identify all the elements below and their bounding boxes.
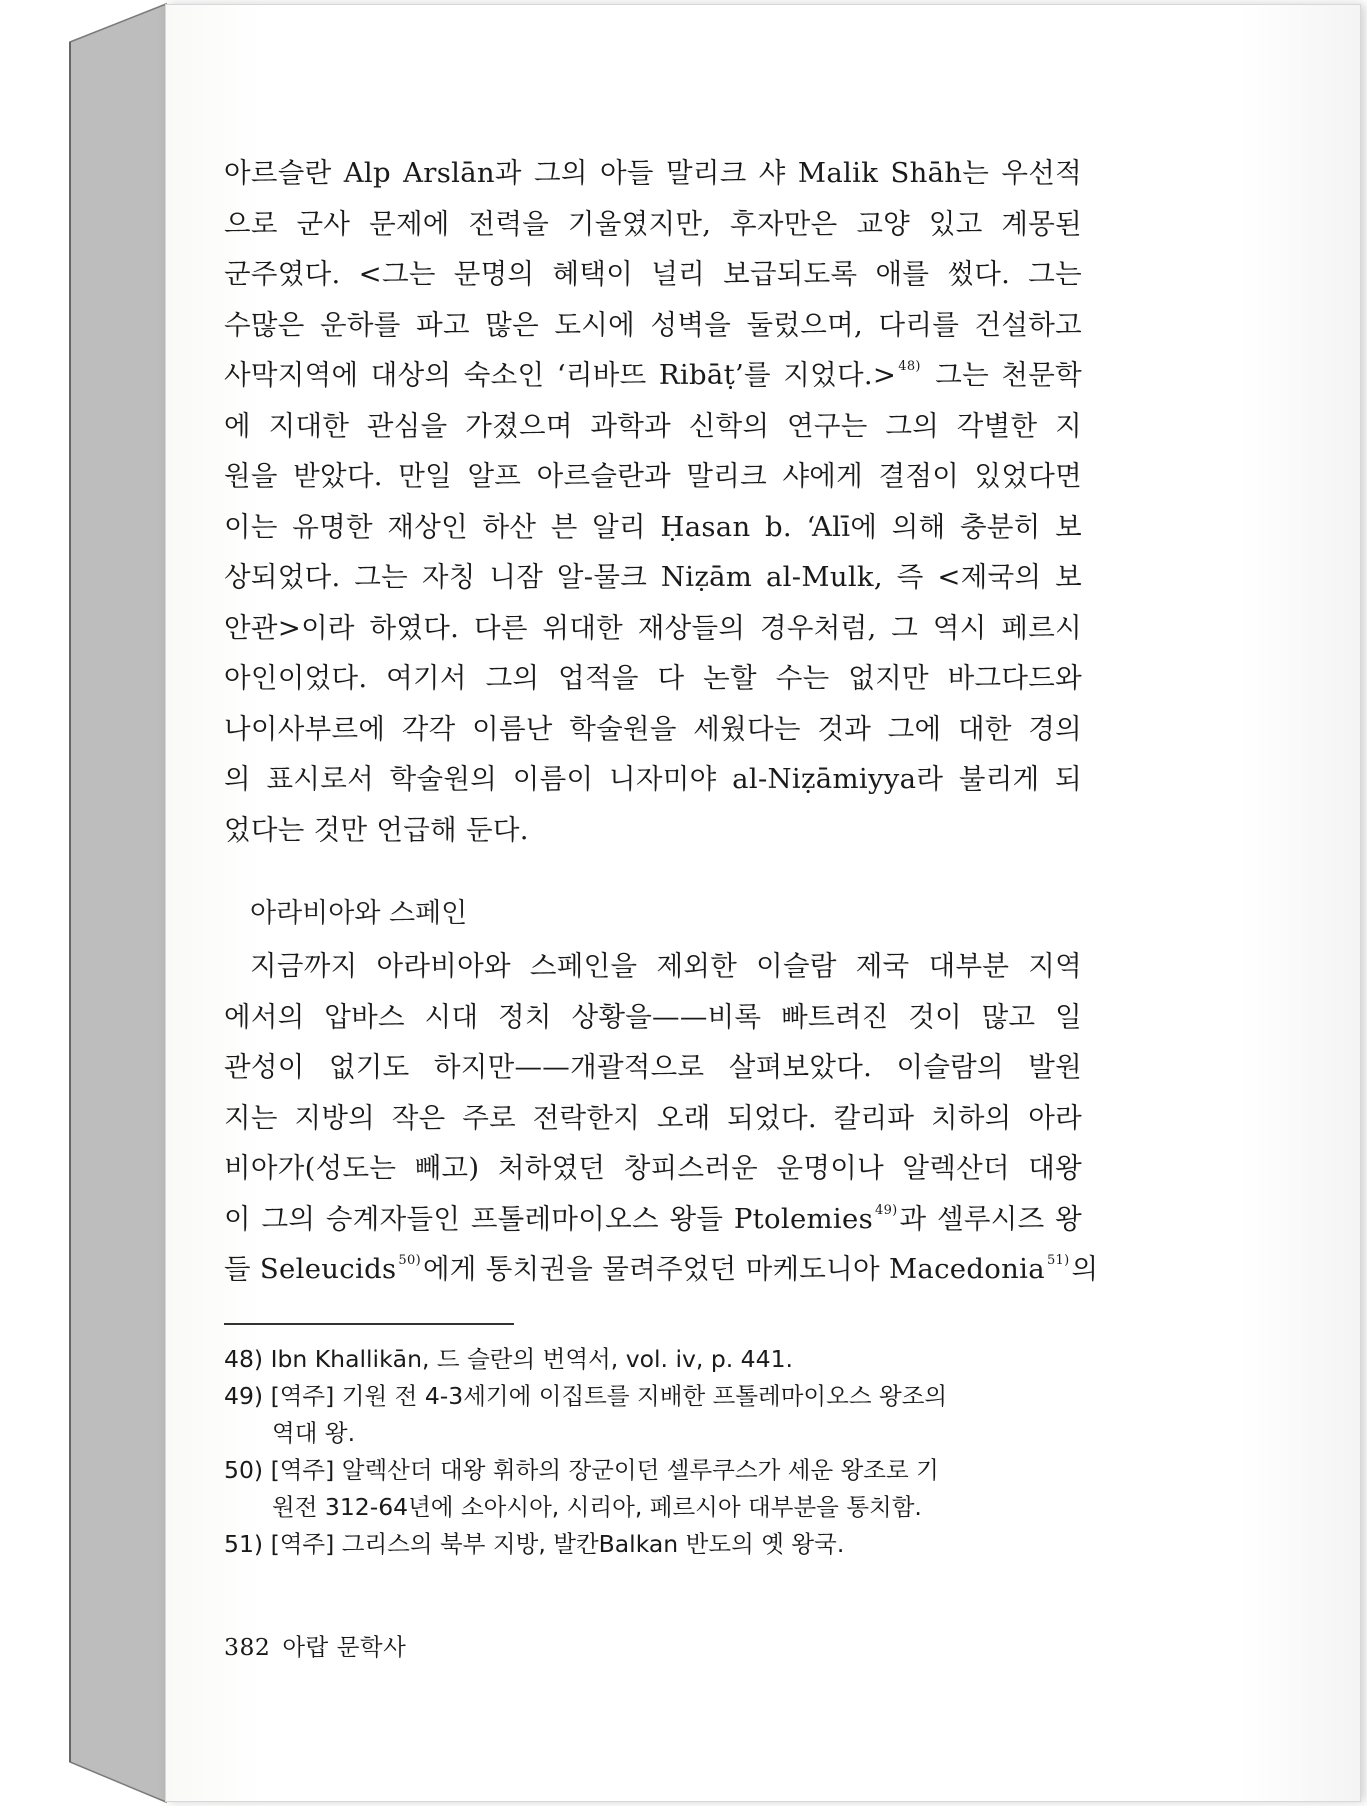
text-segment: 에게 통치권을 물려주었던 마케도니아 Macedonia: [422, 1253, 1045, 1285]
page-footer: [224, 1628, 406, 1662]
page-content: [224, 148, 1099, 1563]
footnote-text-cont: 역대 왕.: [272, 1418, 356, 1447]
footnote-text-cont: 원전 312-64년에 소아시아, 시리아, 페르시아 대부분을 통치함.: [272, 1492, 922, 1521]
footnote-text: [역주] 그리스의 북부 지방, 발칸Balkan 반도의 옛 왕국.: [270, 1529, 845, 1558]
footnote-ref[interactable]: 51): [1046, 1253, 1070, 1268]
section-heading: 아라비아와 스페인: [250, 898, 468, 929]
footnote-text: Ibn Khallikān, 드 슬란의 번역서, vol. iv, p. 441.: [270, 1344, 794, 1373]
text-segment: 이 그의 승계자들인 프톨레마이오스 왕들 Ptolemies: [224, 1202, 874, 1235]
body-paragraph-1: [224, 148, 1082, 855]
text-line: 군주였다. <그는 문명의 혜택이 널리 보급되도록 애를 썼다. 그는: [224, 258, 1082, 290]
text-line: [224, 350, 1082, 401]
footnote-number: 51): [224, 1529, 264, 1558]
text-line: 관성이 없기도 하지만——개괄적으로 살펴보았다. 이슬람의 발원: [224, 1051, 1082, 1083]
page-number: 382: [224, 1633, 271, 1661]
text-line: 이는 유명한 재상인 하산 븐 알리 Ḥasan b. ‘Alī에 의해 충분히 보: [224, 510, 1082, 543]
body-paragraph-2: [224, 941, 1099, 1295]
footnote-text: [역주] 알렉산더 대왕 휘하의 장군이던 셀루쿠스가 세운 왕조로 기: [270, 1455, 939, 1484]
text-line: 비아가(성도는 빼고) 처하였던 창피스러운 운명이나 알렉산더 대왕: [224, 1152, 1082, 1184]
text-line: 으로 군사 문제에 전력을 기울였지만, 후자만은 교양 있고 계몽된: [224, 207, 1082, 240]
footnote-50: [224, 1452, 1082, 1526]
footnote-text: [역주] 기원 전 4-3세기에 이집트를 지배한 프톨레마이오스 왕조의: [270, 1381, 948, 1410]
text-line: 었다는 것만 언급해 둔다.: [224, 813, 529, 846]
text-segment: 들 Seleucids: [224, 1253, 397, 1285]
text-line: 지는 지방의 작은 주로 전락한지 오래 되었다. 칼리파 치하의 아라: [224, 1101, 1082, 1134]
footnote-ref[interactable]: 50): [398, 1253, 421, 1268]
text-line: 나이사부르에 각각 이름난 학술원을 세웠다는 것과 그에 대한 경의: [224, 712, 1082, 745]
footnote-49: [224, 1378, 1082, 1452]
footnote-51: [224, 1526, 1082, 1563]
text-line: [224, 1244, 1099, 1295]
book-title: 아랍 문학사: [282, 1633, 407, 1661]
text-line: 수많은 운하를 파고 많은 도시에 성벽을 둘렀으며, 다리를 건설하고: [224, 308, 1082, 341]
footnote-48: [224, 1341, 1082, 1378]
text-segment: 사막지역에 대상의 숙소인 ‘리바뜨 Ribāṭ’를 지었다.>: [224, 359, 897, 391]
text-line: 원을 받았다. 만일 알프 아르슬란과 말리크 샤에게 결점이 있었다면: [224, 460, 1082, 492]
text-segment: 의: [1071, 1253, 1099, 1285]
footnote-number: 48): [224, 1344, 264, 1373]
text-line: 에 지대한 관심을 가졌으며 과학과 신학의 연구는 그의 각별한 지: [224, 409, 1082, 442]
text-line: 안관>이라 하였다. 다른 위대한 재상들의 경우처럼, 그 역시 페르시: [224, 611, 1082, 644]
text-segment: 그는 천문학: [935, 359, 1082, 391]
text-segment: 과 셀루시즈 왕: [899, 1202, 1082, 1235]
text-line: [224, 1194, 1082, 1245]
text-line: 아인이었다. 여기서 그의 업적을 다 논할 수는 없지만 바그다드와: [224, 662, 1082, 694]
text-line: 지금까지 아라비아와 스페인을 제외한 이슬람 제국 대부분 지역: [250, 950, 1082, 982]
footnote-number: 50): [224, 1455, 264, 1484]
text-line: 상되었다. 그는 자칭 니잠 알-물크 Niẓām al-Mulk, 즉 <제국의 보: [224, 561, 1082, 593]
text-line: 의 표시로서 학술원의 이름이 니자미야 al-Niẓāmiyya라 불리게 되: [224, 763, 1082, 795]
footnote-divider: [224, 1323, 514, 1325]
footnote-ref[interactable]: 48): [898, 359, 921, 374]
text-line: 아르슬란 Alp Arslān과 그의 아들 말리크 샤 Malik Shāh는 우선적: [224, 157, 1082, 189]
text-line: 에서의 압바스 시대 정치 상황을——비록 빠트려진 것이 많고 일: [224, 1000, 1082, 1033]
footnote-number: 49): [224, 1381, 264, 1410]
footnote-ref[interactable]: 49): [875, 1202, 898, 1218]
footnotes: [224, 1341, 1082, 1563]
